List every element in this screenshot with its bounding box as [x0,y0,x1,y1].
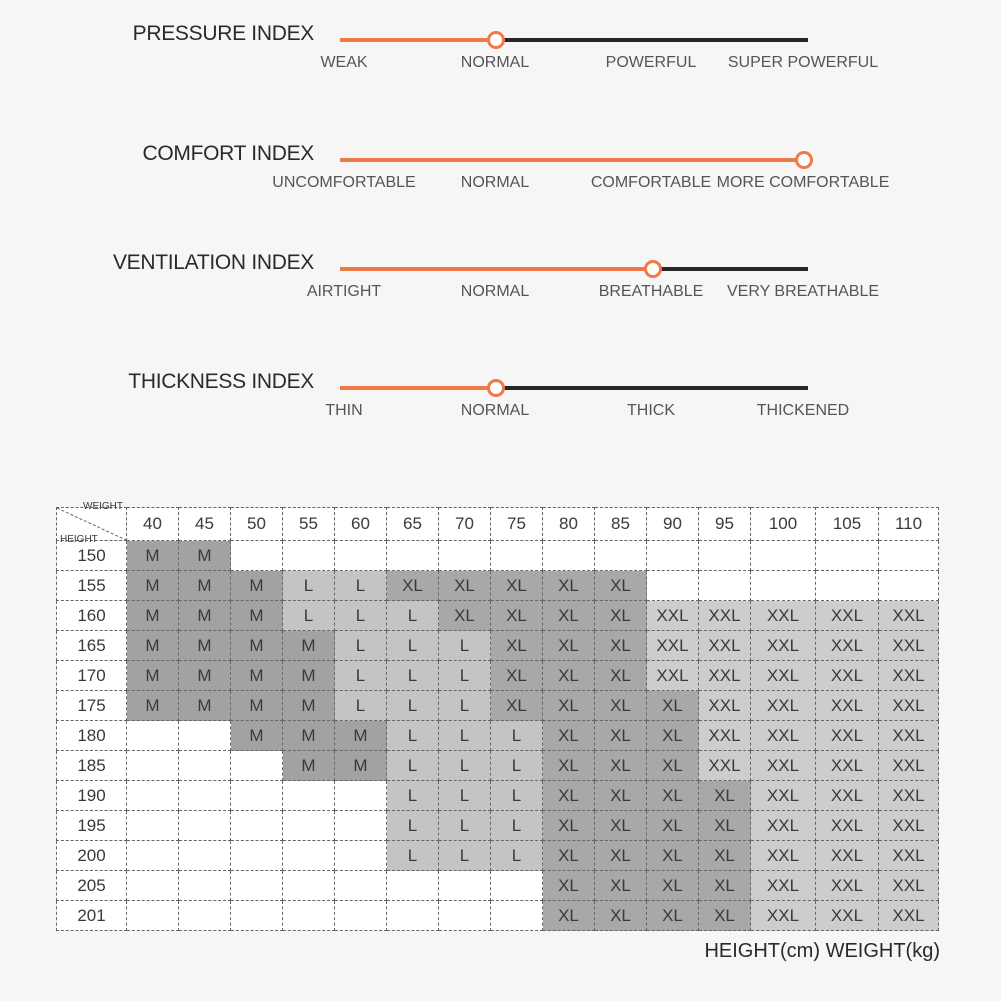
index-scale-label: UNCOMFORTABLE [272,174,416,191]
size-cell: XXL [647,631,699,661]
size-cell: XXL [699,751,751,781]
size-cell: XL [439,571,491,601]
size-cell: XL [543,781,595,811]
size-cell: XL [595,901,647,931]
size-cell [335,811,387,841]
size-cell: XL [543,841,595,871]
size-cell [231,871,283,901]
size-cell: L [491,751,543,781]
size-cell: XL [595,811,647,841]
size-cell: XL [699,841,751,871]
index-scale-label: MORE COMFORTABLE [716,174,890,191]
size-cell: M [179,571,231,601]
index-scale-label: COMFORTABLE [590,174,712,191]
size-cell [879,541,939,571]
size-cell: M [127,661,179,691]
size-cell: L [439,751,491,781]
height-header-cell: 195 [57,811,127,841]
size-cell [439,871,491,901]
size-cell [491,541,543,571]
size-cell: M [231,601,283,631]
size-cell: L [439,691,491,721]
size-chart-table [56,501,939,931]
size-cell: XL [647,841,699,871]
size-cell: XL [543,901,595,931]
size-cell [127,871,179,901]
size-cell: L [335,571,387,601]
size-cell: M [179,691,231,721]
weight-header-cell: 60 [335,508,387,541]
size-cell: L [387,841,439,871]
size-cell: XXL [879,901,939,931]
size-cell: L [439,811,491,841]
size-cell: XL [595,871,647,901]
index-scale-label: NORMAL [460,402,530,419]
size-cell: L [491,721,543,751]
size-cell: XXL [751,601,816,631]
size-cell [335,871,387,901]
index-scale-label: BREATHABLE [598,283,704,300]
size-cell: XXL [647,661,699,691]
size-cell: L [387,691,439,721]
size-cell: XL [699,901,751,931]
size-cell [283,841,335,871]
size-cell [699,541,751,571]
size-cell: XL [699,871,751,901]
height-header-cell: 175 [57,691,127,721]
size-cell: XXL [816,751,879,781]
size-cell: XXL [816,661,879,691]
size-cell [335,901,387,931]
size-cell [179,721,231,751]
size-cell: XXL [816,841,879,871]
size-cell [647,571,699,601]
size-cell: M [231,571,283,601]
weight-header-cell: 40 [127,508,179,541]
size-cell: XXL [699,601,751,631]
height-header-cell: 201 [57,901,127,931]
size-cell: XL [647,811,699,841]
size-cell [127,751,179,781]
size-cell: XXL [816,901,879,931]
height-header-cell: 185 [57,751,127,781]
size-cell: XXL [879,661,939,691]
size-chart-row [57,661,939,691]
size-cell [543,541,595,571]
weight-header-cell: 95 [699,508,751,541]
size-cell: XL [595,631,647,661]
index-scale-label: POWERFUL [605,54,697,71]
weight-header-cell: 45 [179,508,231,541]
size-cell: XL [439,601,491,631]
size-cell: XXL [647,601,699,631]
index-scale-label: WEAK [320,54,368,71]
size-chart-row [57,631,939,661]
size-cell: L [439,631,491,661]
size-cell: XXL [816,781,879,811]
size-cell [283,541,335,571]
size-cell: XL [543,811,595,841]
size-cell [127,901,179,931]
size-cell: XXL [816,691,879,721]
index-title: VENTILATION INDEX [112,251,314,274]
size-cell: XL [647,721,699,751]
size-cell: XL [543,691,595,721]
size-cell: XXL [751,721,816,751]
index-scale-label: SUPER POWERFUL [727,54,879,71]
height-header-cell: 205 [57,871,127,901]
size-cell [283,871,335,901]
size-cell: L [491,781,543,811]
size-cell: XL [543,601,595,631]
size-cell: XL [491,601,543,631]
index-scale-label: AIRTIGHT [306,283,382,300]
size-cell: M [283,721,335,751]
size-cell: XL [595,751,647,781]
size-chart-row [57,571,939,601]
height-header-cell: 160 [57,601,127,631]
index-scale-label: THICK [627,402,675,419]
index-title: THICKNESS INDEX [128,370,314,393]
size-cell: XXL [699,661,751,691]
height-header-cell: 150 [57,541,127,571]
size-cell: M [179,601,231,631]
size-cell [387,541,439,571]
size-cell [179,781,231,811]
index-fill [340,267,652,271]
size-cell: L [387,631,439,661]
size-cell [127,841,179,871]
weight-header-cell: 80 [543,508,595,541]
size-cell [179,871,231,901]
size-chart-corner-cell [57,501,127,545]
size-cell: M [335,751,387,781]
index-scale-label: NORMAL [460,54,530,71]
size-cell: XXL [751,751,816,781]
size-cell: L [439,721,491,751]
size-cell: L [335,691,387,721]
size-cell [387,901,439,931]
size-cell: L [335,601,387,631]
size-chart-row [57,601,939,631]
size-cell [439,541,491,571]
index-level-marker [644,260,662,278]
size-cell [491,871,543,901]
size-cell [283,901,335,931]
size-cell: M [231,631,283,661]
size-chart-row [57,721,939,751]
size-cell: M [127,691,179,721]
size-cell: M [179,631,231,661]
size-cell: XL [543,571,595,601]
size-cell: XL [647,781,699,811]
size-cell: M [231,721,283,751]
size-cell: XXL [816,811,879,841]
size-cell: M [127,631,179,661]
size-cell: XXL [816,601,879,631]
size-cell [231,841,283,871]
size-cell: L [387,721,439,751]
height-header-cell: 170 [57,661,127,691]
size-cell [699,571,751,601]
size-cell: XL [647,901,699,931]
index-scale-label: VERY BREATHABLE [726,283,880,300]
index-scale-label: NORMAL [460,283,530,300]
size-cell: XXL [879,871,939,901]
size-chart-row [57,691,939,721]
size-cell: XXL [751,901,816,931]
size-cell: XL [699,811,751,841]
size-chart-row [57,901,939,931]
size-cell: XL [647,751,699,781]
size-cell: XL [595,841,647,871]
size-cell: L [387,661,439,691]
index-level-marker [487,31,505,49]
index-fill [340,386,495,390]
height-header-cell: 155 [57,571,127,601]
weight-header-cell: 50 [231,508,283,541]
size-cell [179,901,231,931]
size-cell: XXL [751,811,816,841]
weight-header-cell: 75 [491,508,543,541]
height-header-cell: 200 [57,841,127,871]
index-title: COMFORT INDEX [142,142,314,165]
size-cell [127,811,179,841]
size-cell: XL [647,691,699,721]
weight-header-cell: 105 [816,508,879,541]
size-cell: XXL [879,841,939,871]
size-cell: M [179,541,231,571]
index-level-marker [487,379,505,397]
height-header-cell: 190 [57,781,127,811]
size-cell: XL [543,751,595,781]
weight-header-cell: 65 [387,508,439,541]
height-header-cell: 165 [57,631,127,661]
index-row-2 [0,142,1001,222]
size-cell [231,811,283,841]
size-cell: XL [595,721,647,751]
size-cell: XXL [879,781,939,811]
size-cell: XXL [816,871,879,901]
size-cell: XXL [699,631,751,661]
weight-header-cell: 100 [751,508,816,541]
size-cell: XL [491,631,543,661]
size-cell [387,871,439,901]
weight-header-cell: 55 [283,508,335,541]
size-cell [127,781,179,811]
size-cell [127,721,179,751]
size-cell: XL [543,721,595,751]
size-cell: XXL [879,811,939,841]
size-cell: XL [491,571,543,601]
size-cell: XXL [751,841,816,871]
size-cell [335,781,387,811]
size-cell: M [127,541,179,571]
size-cell: XXL [879,631,939,661]
size-cell: M [231,661,283,691]
size-cell: XXL [816,631,879,661]
size-cell [816,571,879,601]
size-cell: M [283,631,335,661]
size-cell: L [491,811,543,841]
size-cell [439,901,491,931]
size-cell: XL [543,631,595,661]
size-cell: XL [647,871,699,901]
size-cell [879,571,939,601]
size-cell [179,841,231,871]
weight-header-cell: 85 [595,508,647,541]
index-scale-label: THICKENED [756,402,850,419]
size-cell: L [491,841,543,871]
size-cell: M [127,571,179,601]
size-cell [179,751,231,781]
size-cell [751,541,816,571]
size-cell [595,541,647,571]
size-cell: XXL [751,871,816,901]
size-cell: L [387,811,439,841]
size-chart-row [57,541,939,571]
size-cell [283,781,335,811]
size-chart-row [57,871,939,901]
index-track [340,38,808,42]
corner-weight-label: WEIGHT [83,501,123,512]
size-cell: M [231,691,283,721]
size-cell: L [283,601,335,631]
size-cell: XL [543,871,595,901]
weight-header-cell: 90 [647,508,699,541]
size-cell: XL [595,601,647,631]
size-cell: L [439,661,491,691]
size-cell: M [283,661,335,691]
size-chart-row [57,811,939,841]
index-row-4 [0,370,1001,450]
size-cell: XL [595,781,647,811]
index-track [340,158,808,162]
size-cell: L [335,661,387,691]
size-cell: XXL [879,691,939,721]
index-track [340,386,808,390]
size-cell [647,541,699,571]
size-chart-units-note: HEIGHT(cm) WEIGHT(kg) [704,940,940,962]
size-cell: L [387,751,439,781]
index-title: PRESSURE INDEX [132,22,314,45]
size-cell: L [283,571,335,601]
index-level-marker [795,151,813,169]
size-cell: L [335,631,387,661]
size-cell: L [439,781,491,811]
size-chart-header-row [57,508,939,541]
size-cell: XXL [751,691,816,721]
size-cell: XL [543,661,595,691]
size-cell: XXL [751,661,816,691]
size-cell: L [439,841,491,871]
size-cell [231,781,283,811]
size-chart-row [57,751,939,781]
index-scale-label: NORMAL [460,174,530,191]
size-cell: L [387,601,439,631]
size-cell [335,541,387,571]
size-cell [335,841,387,871]
weight-header-cell: 70 [439,508,491,541]
index-fill [340,158,803,162]
size-cell: M [127,601,179,631]
size-cell: XXL [879,721,939,751]
corner-height-label: HEIGHT [60,534,98,545]
index-fill [340,38,495,42]
size-cell: XL [595,571,647,601]
size-cell: L [387,781,439,811]
size-cell [816,541,879,571]
size-cell: XXL [751,631,816,661]
index-row-1 [0,22,1001,102]
size-cell: XL [387,571,439,601]
size-cell: XXL [751,781,816,811]
size-cell: XXL [816,721,879,751]
size-cell [491,901,543,931]
size-cell [751,571,816,601]
size-cell: XXL [879,601,939,631]
size-cell: XL [595,661,647,691]
size-cell [231,751,283,781]
size-cell: M [283,751,335,781]
index-row-3 [0,251,1001,331]
weight-header-cell: 110 [879,508,939,541]
size-cell: M [335,721,387,751]
index-track [340,267,808,271]
size-cell [231,901,283,931]
size-cell: XL [491,691,543,721]
size-cell [283,811,335,841]
size-chart-row [57,841,939,871]
size-cell: XL [699,781,751,811]
size-cell: XL [595,691,647,721]
size-chart-row [57,781,939,811]
size-cell: XXL [879,751,939,781]
size-cell: XXL [699,691,751,721]
size-cell: XL [491,661,543,691]
size-cell: M [179,661,231,691]
height-header-cell: 180 [57,721,127,751]
size-cell: XXL [699,721,751,751]
size-cell [179,811,231,841]
size-cell: M [283,691,335,721]
index-scale-label: THIN [325,402,363,419]
size-cell [231,541,283,571]
